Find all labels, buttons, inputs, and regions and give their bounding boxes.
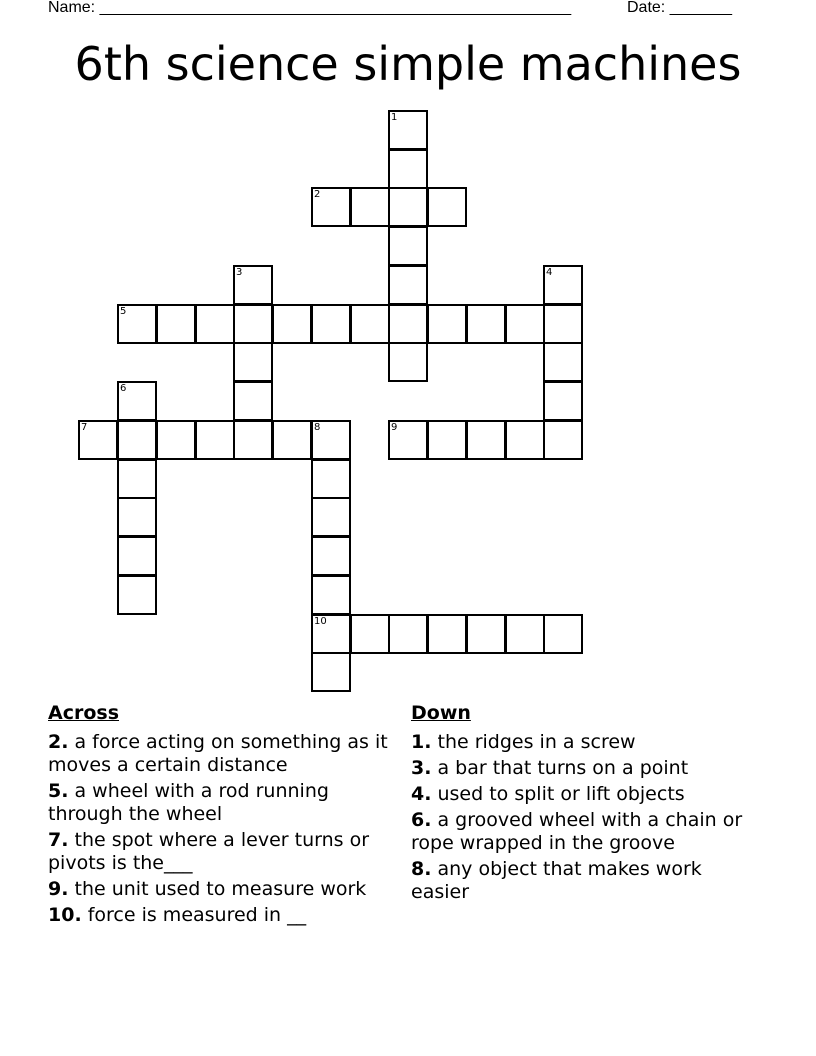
clue-number: 4. [411,783,432,805]
cell-number: 1 [391,112,398,123]
crossword-cell[interactable] [117,420,157,460]
crossword-cell[interactable] [233,381,273,421]
across-clue [48,904,388,927]
crossword-cell[interactable] [195,304,235,344]
cell-number: 3 [236,267,243,278]
crossword-cell[interactable] [117,497,157,537]
crossword-cell[interactable] [78,420,118,460]
clue-text: a force acting on something as it moves a certain distance [48,731,388,776]
crossword-cell[interactable] [311,652,351,692]
cell-number: 5 [120,306,127,317]
clue-text: force is measured in __ [81,904,307,926]
crossword-cell[interactable] [233,342,273,382]
clue-number: 10. [48,904,82,926]
clue-number: 7. [48,829,69,851]
crossword-cell[interactable] [311,459,351,499]
crossword-cell[interactable] [388,187,428,227]
across-clue [48,878,388,901]
crossword-cell[interactable] [156,420,196,460]
date-label: Date: _______ [627,0,732,16]
crossword-cell[interactable] [543,614,583,654]
down-clue [411,757,751,780]
down-clue [411,783,751,806]
crossword-cell[interactable] [311,575,351,615]
name-label: Name: _____________________________________________________ [48,0,572,16]
clue-text: any object that makes work easier [411,858,702,903]
crossword-cell[interactable] [427,614,467,654]
cell-number: 2 [314,189,321,200]
crossword-cell[interactable] [466,304,506,344]
crossword-cell[interactable] [543,265,583,305]
cell-number: 7 [81,422,88,433]
crossword-cell[interactable] [505,304,545,344]
crossword-cell[interactable] [311,614,351,654]
down-heading: Down [411,702,471,724]
crossword-cell[interactable] [117,536,157,576]
across-heading: Across [48,702,120,724]
crossword-cell[interactable] [233,304,273,344]
crossword-cell[interactable] [311,497,351,537]
clue-text: the ridges in a screw [431,731,636,753]
crossword-cell[interactable] [388,226,428,266]
clue-text: used to split or lift objects [431,783,685,805]
clue-text: a bar that turns on a point [431,757,689,779]
crossword-cell[interactable] [543,342,583,382]
crossword-cell[interactable] [543,420,583,460]
clue-text: the spot where a lever turns or pivots is the___ [48,829,370,874]
crossword-cell[interactable] [117,381,157,421]
crossword-cell[interactable] [466,420,506,460]
clue-text: a wheel with a rod running through the wheel [48,780,329,825]
crossword-cell[interactable] [388,110,428,150]
crossword-cell[interactable] [388,420,428,460]
across-clue [48,780,388,826]
down-clue [411,858,751,904]
crossword-cell[interactable] [311,536,351,576]
cell-number: 10 [314,616,327,627]
clue-text: the unit used to measure work [68,878,367,900]
clue-number: 1. [411,731,432,753]
across-clues [48,702,388,930]
cell-number: 6 [120,383,127,394]
across-clue [48,829,388,875]
crossword-cell[interactable] [388,304,428,344]
clue-number: 6. [411,809,432,831]
crossword-cell[interactable] [350,304,390,344]
crossword-cell[interactable] [195,420,235,460]
crossword-cell[interactable] [388,342,428,382]
cell-number: 9 [391,422,398,433]
crossword-cell[interactable] [350,614,390,654]
crossword-cell[interactable] [272,420,312,460]
crossword-cell[interactable] [350,187,390,227]
crossword-cell[interactable] [466,614,506,654]
down-clues [411,702,751,907]
clue-number: 9. [48,878,69,900]
crossword-cell[interactable] [311,304,351,344]
clue-number: 5. [48,780,69,802]
crossword-cell[interactable] [388,614,428,654]
clue-number: 8. [411,858,432,880]
crossword-cell[interactable] [233,420,273,460]
crossword-cell[interactable] [427,187,467,227]
crossword-cell[interactable] [117,575,157,615]
crossword-cell[interactable] [505,420,545,460]
crossword-cell[interactable] [388,149,428,189]
cell-number: 4 [546,267,553,278]
crossword-cell[interactable] [427,304,467,344]
cell-number: 8 [314,422,321,433]
crossword-cell[interactable] [156,304,196,344]
page-title: 6th science simple machines [74,37,742,91]
crossword-cell[interactable] [272,304,312,344]
down-clue [411,731,751,754]
across-clue [48,731,388,777]
crossword-cell[interactable] [505,614,545,654]
clue-number: 2. [48,731,69,753]
crossword-cell[interactable] [117,459,157,499]
crossword-cell[interactable] [233,265,273,305]
crossword-cell[interactable] [311,187,351,227]
crossword-cell[interactable] [427,420,467,460]
crossword-cell[interactable] [388,265,428,305]
crossword-cell[interactable] [543,381,583,421]
clue-text: a grooved wheel with a chain or rope wrapped in the groove [411,809,743,854]
clue-number: 3. [411,757,432,779]
crossword-cell[interactable] [311,420,351,460]
crossword-cell[interactable] [117,304,157,344]
down-clue [411,809,751,855]
crossword-cell[interactable] [543,304,583,344]
